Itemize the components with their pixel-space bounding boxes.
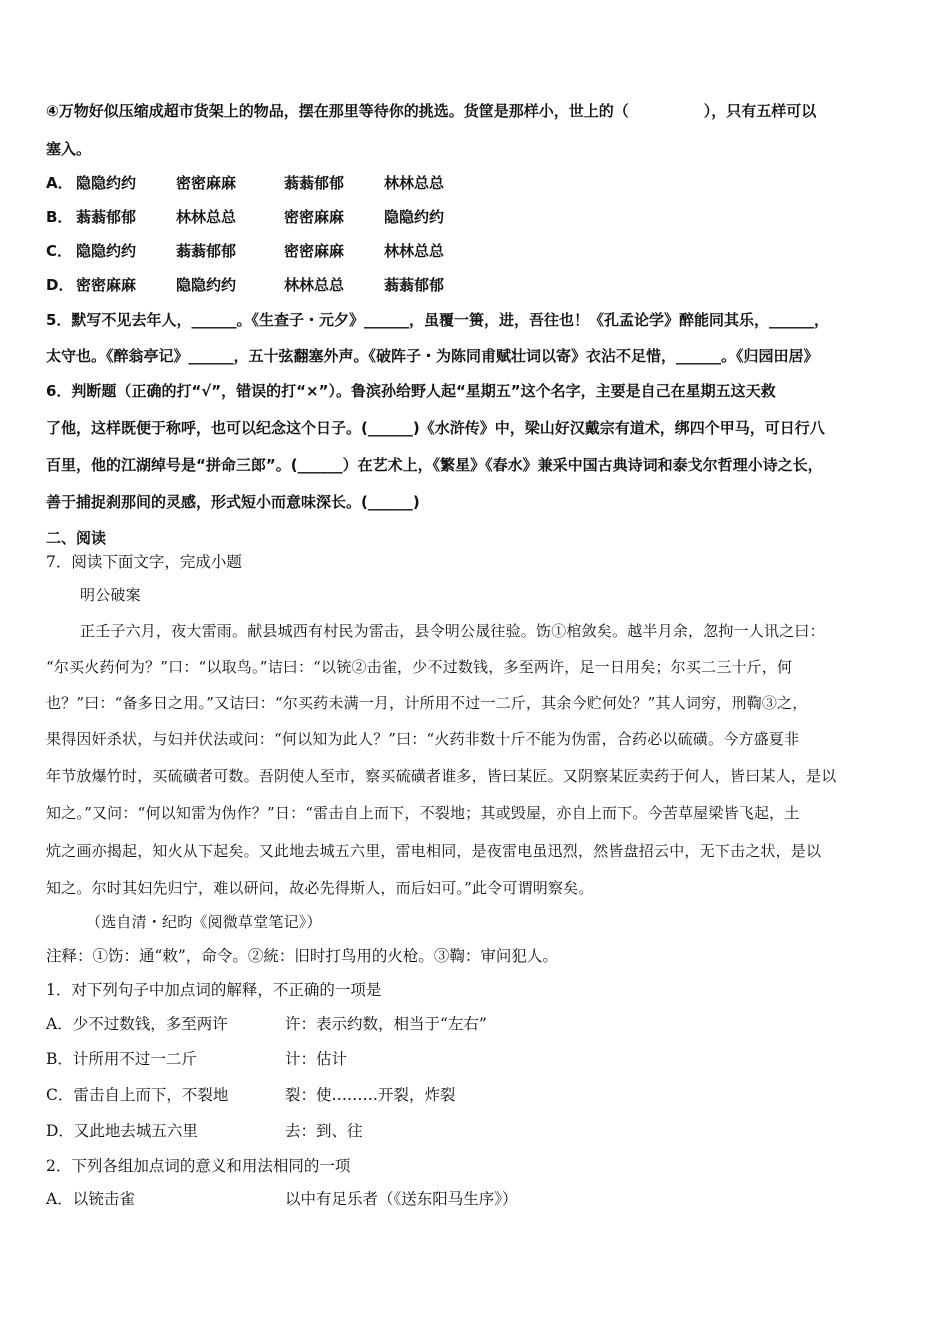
sub1-option-a-left: A．少不过数钱，多至两许 — [46, 1015, 228, 1033]
option-word: 密密麻麻 — [176, 174, 237, 192]
q6-line2: 了他，这样既便于称呼，也可以纪念这个日子。(______)《水浒传》中，梁山好汉戴宗有道术，绑四个甲马，可日行八 — [46, 419, 825, 437]
option-word: 密密麻麻 — [284, 208, 345, 226]
q4-option-a — [46, 172, 444, 194]
sub2-option-a-right: 以中有足乐者（《送东阳马生序》） — [285, 1190, 518, 1208]
sub2-question: 2．下列各组加点词的意义和用法相同的一项 — [46, 1157, 351, 1175]
passage-title: 明公破案 — [80, 586, 141, 604]
sub1-option-b-left: B．计所用不过一二斤 — [46, 1050, 197, 1068]
sub1-option-d-left: D．又此地去城五六里 — [46, 1122, 198, 1140]
option-word: 隐隐约约 — [76, 174, 137, 192]
passage-line: 正壬子六月，夜大雷雨。献县城西有村民为雷击，县令明公晟往验。饬①棺敛矣。越半月余，忽拘一人讯之曰： — [80, 622, 825, 640]
option-word: 林林总总 — [384, 174, 445, 192]
q4-line1: ④万物好似压缩成超市货架上的物品，摆在那里等待你的挑选。货筐是那样小，世上的（ ），只有五样可以 — [46, 102, 817, 120]
option-word: 隐隐约约 — [176, 276, 237, 294]
q4-option-d — [46, 274, 444, 296]
q6-line3: 百里，他的江湖绰号是“拼命三郎”。(______）在艺术上，《繁星》《春水》兼采中国古典诗词和泰戈尔哲理小诗之长， — [46, 456, 823, 474]
sub1-option-d-right: 去：到、往 — [285, 1122, 363, 1140]
option-word: 蓊蓊郁郁 — [76, 208, 137, 226]
sub1-option-c-right: 裂：使………开裂，炸裂 — [285, 1086, 456, 1104]
option-word: 蓊蓊郁郁 — [176, 242, 237, 260]
option-word: 林林总总 — [284, 276, 345, 294]
option-word: 密密麻麻 — [76, 276, 137, 294]
q4-option-b — [46, 206, 444, 228]
option-word: 林林总总 — [384, 242, 445, 260]
passage-line: 炕之画亦揭起，知火从下起矣。又此地去城五六里，雷电相同，是夜雷电虽迅烈，然皆盘招云中，无下击之状，是以 — [46, 842, 822, 860]
passage-line: 年节放爆竹时，买硫磺者可数。吾阴使人至市，察买硫磺者谁多，皆曰某匠。又阴察某匠卖药于何人，皆曰某人，是以 — [46, 767, 837, 785]
sub2-option-a-left: A．以铳击雀 — [46, 1190, 135, 1208]
q5-line2: 太守也。《醉翁亭记》______，五十弦翻塞外声。《破阵子・为陈同甫赋壮词以寄》衣沾不足惜，______。《归园田居》 — [46, 347, 819, 365]
option-label: C． — [46, 242, 73, 260]
option-word: 隐隐约约 — [76, 242, 137, 260]
passage-line: 知之。尔时其妇先归宁，难以研问，故必先得斯人，而后妇可。”此令可谓明察矣。 — [46, 879, 594, 897]
option-label: B． — [46, 208, 73, 226]
q4-option-c — [46, 240, 444, 262]
passage-line: 也？”曰：“备多日之用。”又诘曰：“尔买药未满一月，计所用不过一二斤，其余今贮何处？”其人词穷，刑鞫③之， — [46, 694, 808, 712]
q6-line1: 6．判断题（正确的打“√”，错误的打“×”）。鲁滨孙给野人起“星期五”这个名字，主要是自己在星期五这天救 — [46, 382, 776, 400]
passage-line: 知之。”又问：“何以知雷为伪作？”日：“雷击自上而下，不裂地；其或毁屋，亦自上而下。今苦草屋梁皆飞起，土 — [46, 804, 800, 822]
option-label: A． — [46, 174, 73, 192]
option-word: 密密麻麻 — [284, 242, 345, 260]
option-word: 林林总总 — [176, 208, 237, 226]
passage-line: 果得因奸杀状，与妇并伏法或问：“何以知为此人？”曰：“火药非数十斤不能为伪雷，合药必以硫磺。今方盛夏非 — [46, 730, 800, 748]
section-heading-reading: 二、阅读 — [46, 529, 107, 547]
sub1-option-a-right: 许：表示约数，相当于“左右” — [285, 1015, 487, 1033]
sub1-option-b-right: 计：估计 — [285, 1050, 348, 1068]
q5-line1: 5．默写不见去年人，______。《生查子・元夕》______，虽覆一篑，进，吾往也！《孔孟论学》醉能同其乐，______， — [46, 311, 829, 329]
q7-intro: 7．阅读下面文字，完成小题 — [46, 553, 242, 571]
option-word: 隐隐约约 — [384, 208, 445, 226]
q6-line4: 善于捕捉刹那间的灵感，形式短小而意味深长。(______) — [46, 493, 420, 511]
passage-source: （选自清・纪昀《阅微草堂笔记》） — [86, 913, 322, 931]
sub1-option-c-left: C．雷击自上而下，不裂地 — [46, 1086, 229, 1104]
option-word: 蓊蓊郁郁 — [384, 276, 445, 294]
passage-line: “尔买火药何为？”口：“以取鸟。”诘曰：“以铳②击雀，少不过数钱，多至两许，足一日用矣；尔买二三十斤，何 — [46, 658, 793, 676]
option-label: D． — [46, 276, 74, 294]
q4-line2: 塞入。 — [46, 140, 92, 158]
option-word: 蓊蓊郁郁 — [284, 174, 345, 192]
sub1-question: 1．对下列句子中加点词的解释，不正确的一项是 — [46, 981, 382, 999]
passage-notes: 注释：①饬：通“敕”，命令。②統：旧时打鸟用的火枪。③鞫：审问犯人。 — [46, 947, 558, 965]
